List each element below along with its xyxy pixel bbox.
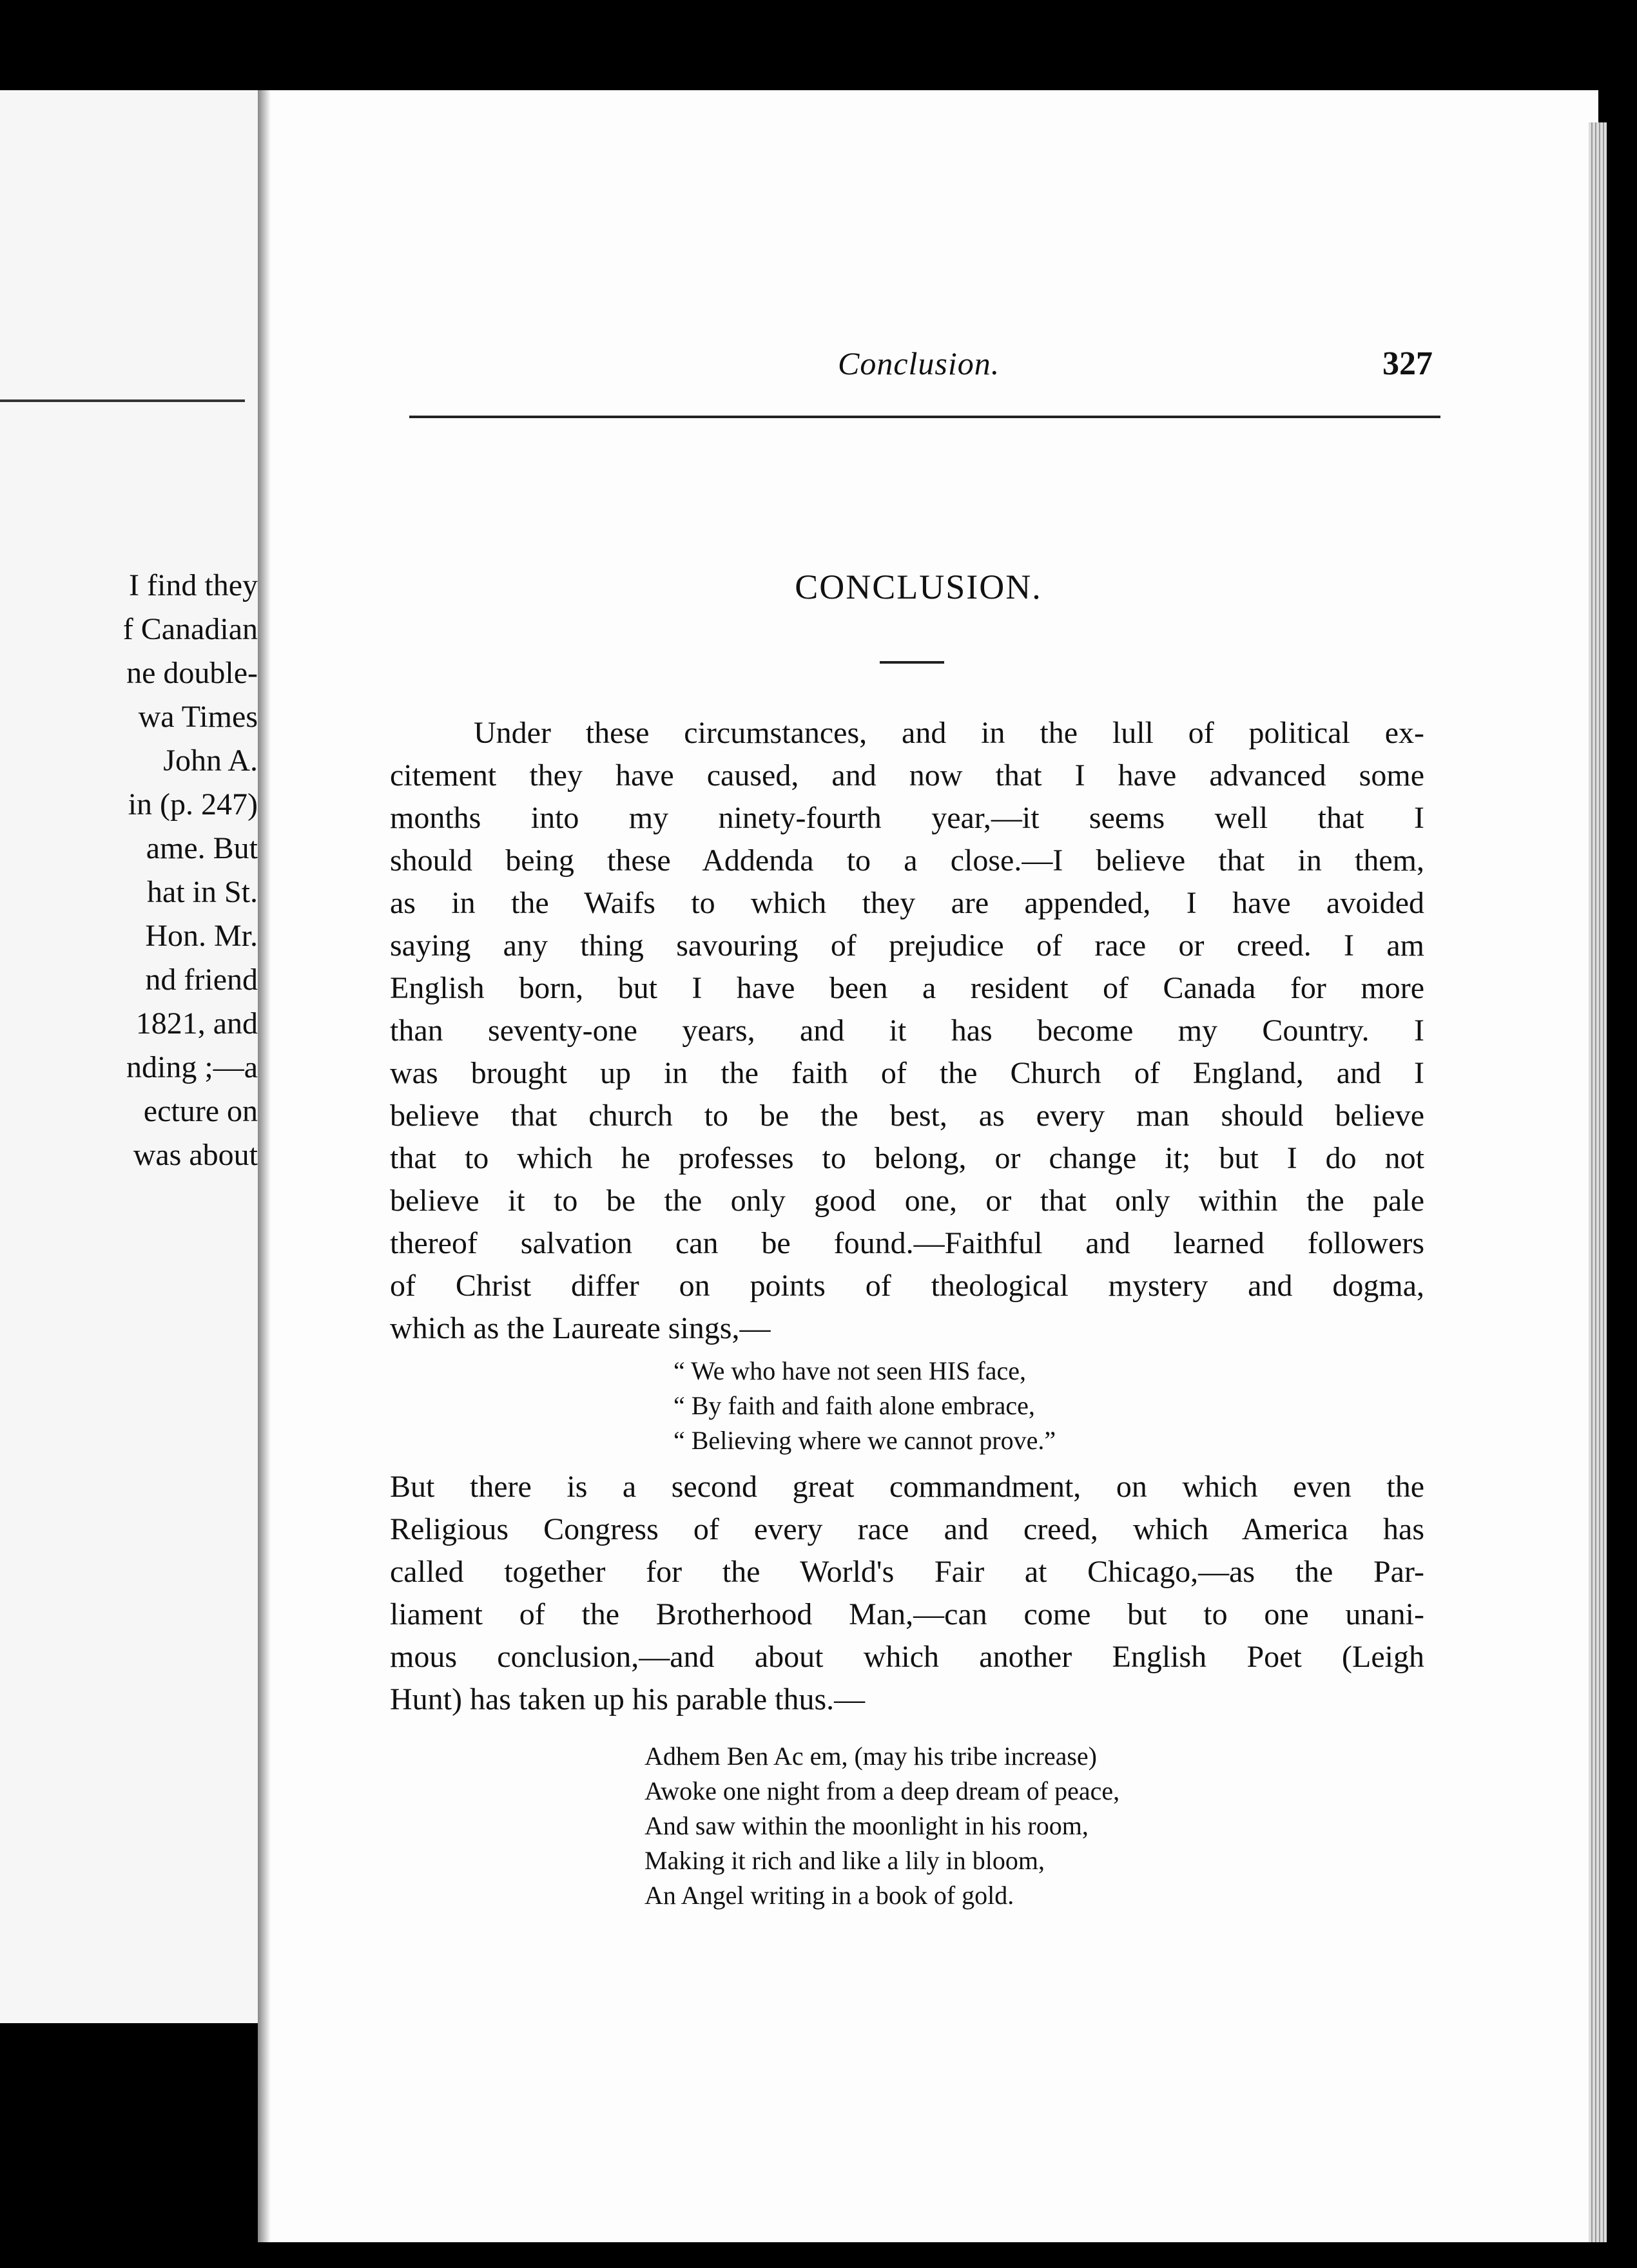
title-rule xyxy=(880,661,944,664)
text-line: ne double- xyxy=(126,656,258,690)
text-line: called together for the World's Fair at Chicago,—as the Par- xyxy=(390,1555,1424,1589)
text-line: f Canadian xyxy=(122,612,258,646)
text-line: hat in St. xyxy=(146,875,258,909)
previous-page-text xyxy=(0,564,258,1177)
running-head xyxy=(264,345,1598,396)
text-line: ame. But xyxy=(146,831,258,865)
text-line: Hunt) has taken up his parable thus.— xyxy=(390,1682,866,1716)
verse-line: Adhem Ben Ac em, (may his tribe increase) xyxy=(644,1742,1097,1771)
text-line: nd friend xyxy=(145,963,258,997)
header-rule xyxy=(409,416,1440,418)
text-line: mous conclusion,—and about which another English Poet (Leigh xyxy=(390,1640,1424,1674)
text-line: thereof salvation can be found.—Faithful and learned followers xyxy=(390,1226,1424,1260)
text-line: English born, but I have been a resident of Canada for more xyxy=(390,971,1424,1005)
text-line: 1821, and xyxy=(135,1006,258,1041)
text-line: than seventy-one years, and it has become my Country. I xyxy=(390,1014,1424,1048)
text-line: Religious Congress of every race and creed, which America has xyxy=(390,1512,1424,1546)
text-line: believe it to be the only good one, or that only within the pale xyxy=(390,1184,1424,1218)
text-line: was about xyxy=(133,1138,258,1172)
verse-line: “ We who have not seen HIS face, xyxy=(673,1356,1026,1385)
text-line: believe that church to be the best, as every man should believe xyxy=(390,1099,1424,1133)
text-line: citement they have caused, and now that I have advanced some xyxy=(390,758,1424,793)
verse-line: “ Believing where we cannot prove.” xyxy=(673,1426,1056,1455)
verse-quotation xyxy=(390,1354,1424,1458)
verse-line: And saw within the moonlight in his room, xyxy=(644,1811,1089,1840)
verse-line: Awoke one night from a deep dream of peace, xyxy=(644,1776,1120,1805)
paragraph-1 xyxy=(390,712,1424,1350)
text-line: liament of the Brotherhood Man,—can come but to one unani- xyxy=(390,1597,1424,1631)
text-line: saying any thing savouring of prejudice of race or creed. I am xyxy=(390,928,1424,963)
verse-line: Making it rich and like a lily in bloom, xyxy=(644,1846,1045,1875)
body-text xyxy=(390,712,1424,1913)
poem-quotation xyxy=(390,1739,1424,1913)
text-line: months into my ninety-fourth year,—it seems well that I xyxy=(390,801,1424,835)
text-line: of Christ differ on points of theological mystery and dogma, xyxy=(390,1269,1424,1303)
text-line: was brought up in the faith of the Church of England, and I xyxy=(390,1056,1424,1090)
page-edges xyxy=(1589,122,1607,2242)
text-line: Under these circumstances, and in the lull of political ex- xyxy=(474,716,1424,750)
book-page xyxy=(264,90,1598,2242)
text-line: nding ;—a xyxy=(126,1050,258,1084)
text-line: ecture on xyxy=(143,1094,258,1128)
text-line: as in the Waifs to which they are appended, I have avoided xyxy=(390,886,1424,920)
running-title: Conclusion. xyxy=(838,345,1000,381)
gutter-shadow xyxy=(258,90,271,2242)
verse-line: “ By faith and faith alone embrace, xyxy=(673,1391,1035,1420)
previous-page xyxy=(0,90,262,2023)
text-line: But there is a second great commandment, on which even the xyxy=(390,1470,1424,1504)
text-line: wa Times xyxy=(138,700,258,734)
text-line: I find they xyxy=(129,568,258,602)
chapter-title: CONCLUSION. xyxy=(795,568,1042,606)
page-number: 327 xyxy=(1382,345,1433,382)
previous-page-head-rule xyxy=(0,399,245,402)
text-line: which as the Laureate sings,— xyxy=(390,1311,771,1345)
text-line: John A. xyxy=(163,744,258,778)
text-line: in (p. 247) xyxy=(128,787,258,822)
text-line: Hon. Mr. xyxy=(145,919,258,953)
paragraph-2 xyxy=(390,1466,1424,1721)
verse-line: An Angel writing in a book of gold. xyxy=(644,1881,1014,1910)
text-line: that to which he professes to belong, or change it; but I do not xyxy=(390,1141,1424,1175)
text-line: should being these Addenda to a close.—I believe that in them, xyxy=(390,843,1424,878)
